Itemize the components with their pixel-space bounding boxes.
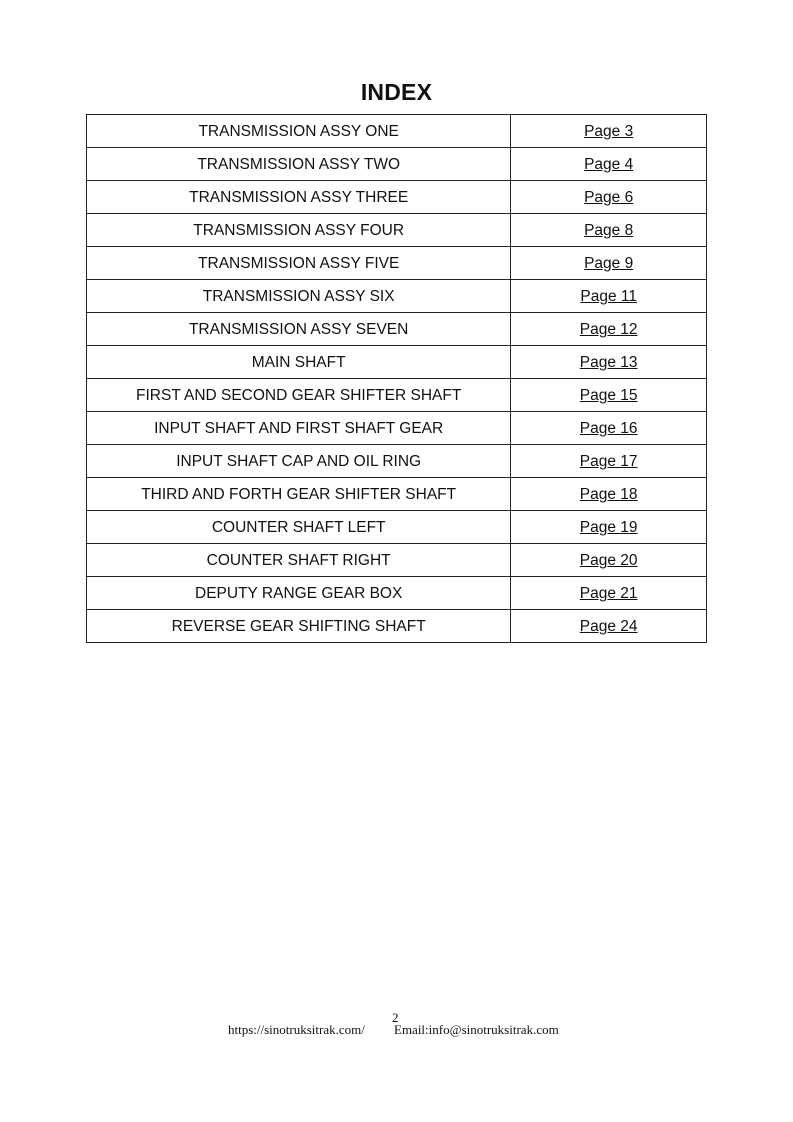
table-row: [87, 412, 707, 445]
entry-page-cell: [511, 115, 707, 148]
entry-page-cell: [511, 544, 707, 577]
entry-page-cell: [511, 247, 707, 280]
index-table-body: [87, 115, 707, 643]
table-row: [87, 148, 707, 181]
entry-page-cell: [511, 412, 707, 445]
table-row: [87, 115, 707, 148]
table-row: [87, 610, 707, 643]
entry-page-cell: [511, 478, 707, 511]
page-link[interactable]: Page 18: [579, 486, 638, 503]
entry-page-cell: [511, 346, 707, 379]
entry-page-cell: [511, 379, 707, 412]
entry-title: INPUT SHAFT CAP AND OIL RING: [87, 445, 511, 478]
entry-page-cell: [511, 313, 707, 346]
footer-website: https://sinotruksitrak.com/: [228, 1022, 365, 1037]
page-link[interactable]: Page 21: [579, 585, 638, 602]
entry-title: TRANSMISSION ASSY FOUR: [87, 214, 511, 247]
table-row: [87, 379, 707, 412]
page-link[interactable]: Page 15: [579, 387, 638, 404]
entry-title: FIRST AND SECOND GEAR SHIFTER SHAFT: [87, 379, 511, 412]
page-link[interactable]: Page 20: [579, 552, 638, 569]
entry-title: DEPUTY RANGE GEAR BOX: [87, 577, 511, 610]
entry-title: MAIN SHAFT: [87, 346, 511, 379]
table-row: [87, 511, 707, 544]
page-link[interactable]: Page 13: [579, 354, 638, 371]
page-link[interactable]: Page 19: [579, 519, 638, 536]
page-link[interactable]: Page 8: [584, 222, 634, 239]
entry-page-cell: [511, 577, 707, 610]
table-row: [87, 544, 707, 577]
page-link[interactable]: Page 11: [580, 288, 637, 305]
page-link[interactable]: Page 24: [579, 618, 638, 635]
footer-page-number: 2: [392, 1010, 399, 1025]
table-row: [87, 445, 707, 478]
table-row: [87, 346, 707, 379]
page-link[interactable]: Page 3: [584, 123, 634, 140]
table-row: [87, 247, 707, 280]
index-table: [86, 114, 707, 643]
page-link[interactable]: Page 4: [584, 156, 634, 173]
page-link[interactable]: Page 12: [579, 321, 638, 338]
entry-title: REVERSE GEAR SHIFTING SHAFT: [87, 610, 511, 643]
entry-page-cell: [511, 148, 707, 181]
footer-email: Email:info@sinotruksitrak.com: [394, 1022, 559, 1037]
entry-page-cell: [511, 181, 707, 214]
entry-page-cell: [511, 214, 707, 247]
entry-page-cell: [511, 511, 707, 544]
entry-title: INPUT SHAFT AND FIRST SHAFT GEAR: [87, 412, 511, 445]
page-link[interactable]: Page 17: [579, 453, 638, 470]
entry-title: COUNTER SHAFT RIGHT: [87, 544, 511, 577]
entry-page-cell: [511, 610, 707, 643]
table-row: [87, 313, 707, 346]
entry-title: THIRD AND FORTH GEAR SHIFTER SHAFT: [87, 478, 511, 511]
table-row: [87, 478, 707, 511]
entry-title: TRANSMISSION ASSY FIVE: [87, 247, 511, 280]
entry-title: TRANSMISSION ASSY THREE: [87, 181, 511, 214]
table-row: [87, 181, 707, 214]
entry-title: TRANSMISSION ASSY SIX: [87, 280, 511, 313]
entry-title: TRANSMISSION ASSY TWO: [87, 148, 511, 181]
entry-title: TRANSMISSION ASSY SEVEN: [87, 313, 511, 346]
entry-title: TRANSMISSION ASSY ONE: [87, 115, 511, 148]
page-link[interactable]: Page 6: [584, 189, 634, 206]
page-title: INDEX: [360, 79, 433, 105]
table-row: [87, 214, 707, 247]
table-row: [87, 280, 707, 313]
entry-page-cell: [511, 280, 707, 313]
entry-page-cell: [511, 445, 707, 478]
entry-title: COUNTER SHAFT LEFT: [87, 511, 511, 544]
table-row: [87, 577, 707, 610]
page-link[interactable]: Page 9: [584, 255, 634, 272]
page-link[interactable]: Page 16: [579, 420, 638, 437]
